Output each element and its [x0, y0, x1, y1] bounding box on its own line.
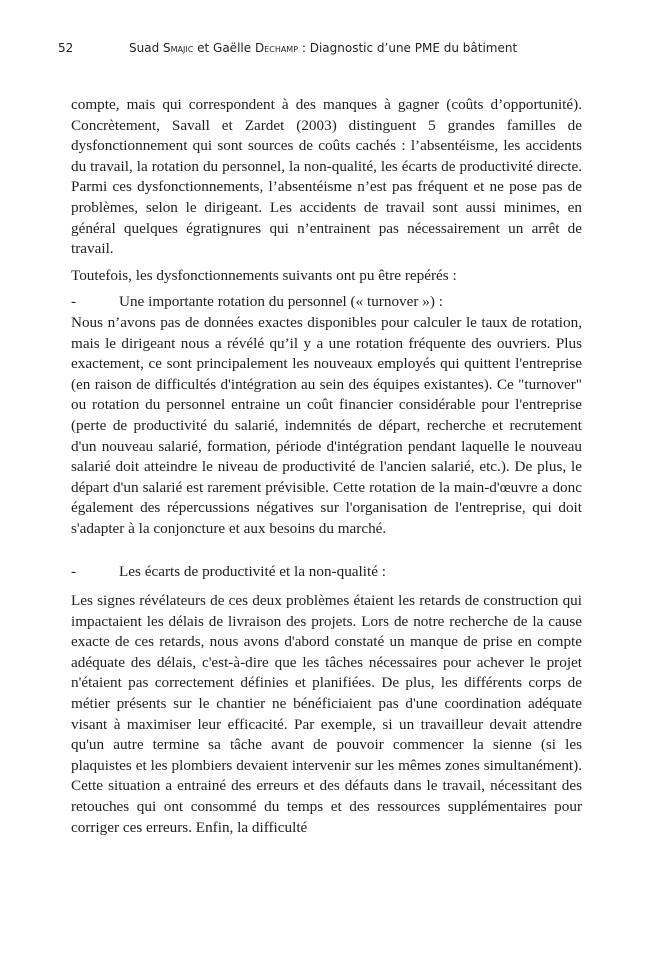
item-1-text: Nous n’avons pas de données exactes disponibles pour calculer le taux de rotation, mais le dirigeant nous a révélé qu’il y a une rotation fréquente des ouvriers. Plus exactement, ce sont principalement les nouveaux employés qui quittent l'entreprise (en raison de difficultés d'intégration au sein des équipes existantes). Ce "turnover" ou rotation du personnel entraine un coût financier considérable pour l'entreprise (perte de productivité du salarié, indemnités de départ, recherche et recrutement d'un nouveau salarié, formation, période d'intégration pendant laquelle le nouveau salarié doit atteindre le niveau de productivité de l'ancien salarié, etc.). De plus, le départ d'un salarié est rarement prévisible. Cette rotation de la main-d'œuvre a donc également des répercussions négatives sur l'organisation de l'entreprise, qui doit s'adapter à la conjoncture et aux besoins du marché. — [71, 313, 582, 537]
section-gap — [71, 539, 582, 556]
paragraph-2: Toutefois, les dysfonctionnements suivants ont pu être repérés : — [71, 266, 457, 284]
paragraph-1: compte, mais qui correspondent à des manques à gagner (coûts d’opportunité). Concrètement, Savall et Zardet (2003) distinguent 5 grandes familles de dysfonctionnement qui sont sources de coûts cachés : l’absentéisme, les accidents du travail, la rotation du personnel, la non-qualité, les écarts de productivité directe. Parmi ces dysfonctionnements, l’absentéisme n’est pas fréquent et ne pose pas de problèmes, selon le dirigeant. Les accidents de travail sont aussi minimes, en général quelques égratignures qui n’entrainent pas nécessairement un arrêt de travail. — [71, 96, 582, 258]
conjunction: et Gaëlle — [193, 41, 255, 55]
running-head — [58, 40, 610, 56]
author-2-family: Dechamp — [254, 41, 299, 55]
item-2-text: Les signes révélateurs de ces deux problèmes étaient les retards de construction qui impactaient les délais de livraison des projets. Lors de notre recherche de la cause exacte de ces retards, nous avons d'abord constaté un manque de prise en compte adéquate des délais, c'est-à-dire que les tâches nécessaires pour achever le projet n'étaient pas correctement définies et planifiées. De plus, les différents corps de métier présents sur le chantier ne bénéficiaient pas d'une coordination adéquate visant à maximiser leur efficacité. Par exemple, si un travailleur devait attendre qu'un autre termine sa tâche avant de pouvoir commencer la sienne (si les plaquistes et les plombiers devaient intervenir sur les mêmes zones simultanément). Cette situation a entrainé des erreurs et des défauts dans le travail, nécessitant des retouches qui ont consommé du temps et des ressources supplémentaires pour corriger ces erreurs. Enfin, la difficulté — [71, 592, 582, 836]
item-1-dash: - — [71, 293, 77, 311]
item-2-title: Les écarts de productivité et la non-qualité : — [119, 563, 386, 581]
page-number: 52 — [58, 41, 74, 55]
item-2-dash: - — [71, 563, 77, 581]
item-1-title: Une importante rotation du personnel (« turnover ») : — [119, 293, 443, 311]
author-1-family: Smajic — [163, 41, 194, 55]
running-title: : Diagnostic d’une PME du bâtiment — [298, 41, 518, 55]
item-2-heading — [71, 562, 582, 583]
body-text — [71, 95, 582, 838]
author-1-given: Suad — [129, 41, 164, 55]
item-1-heading — [71, 292, 582, 313]
